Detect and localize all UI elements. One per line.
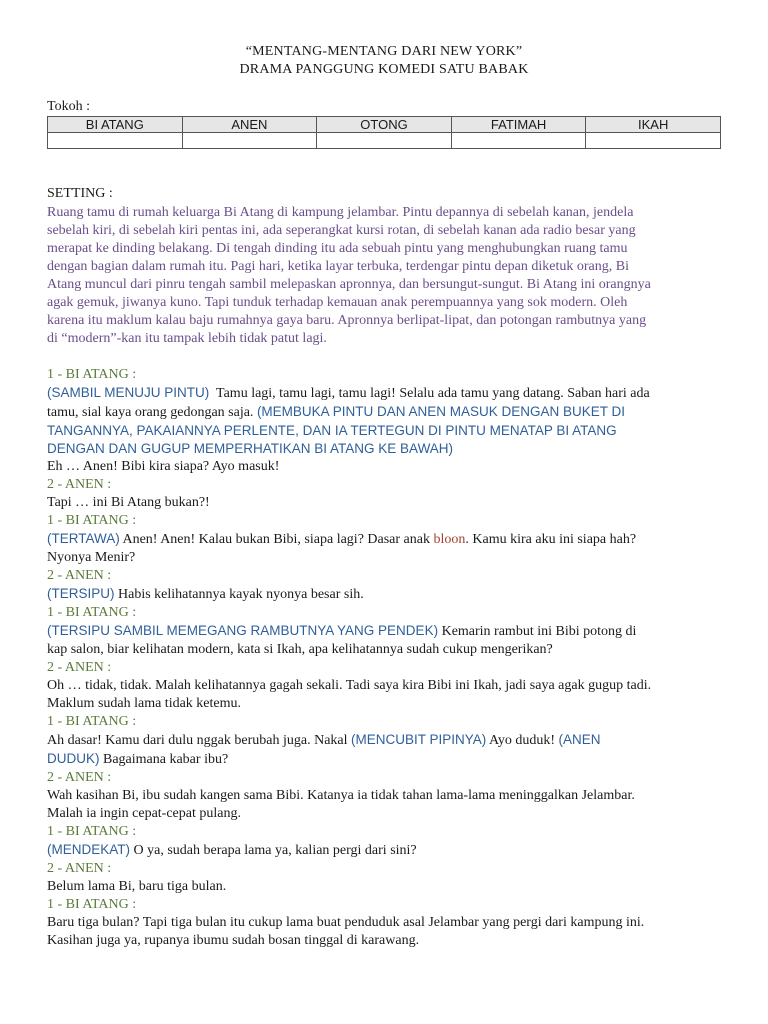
setting-line: di “modern”-kan itu tampak lebih tidak patut lagi. [47,331,327,346]
cast-table [47,116,721,149]
setting-description [47,204,717,348]
stage-direction: TANGANNYA, PAKAIANNYA PERLENTE, DAN IA TERTEGUN DI PINTU MENATAP BI ATANG [47,423,617,438]
dialog-line [47,384,719,403]
dialog-text: Belum lama Bi, baru tiga bulan. [47,879,227,894]
stage-direction: (SAMBIL MENUJU PINTU) [47,385,210,400]
highlighted-word: bloon [433,532,466,547]
stage-direction: (TERSIPU) [47,586,115,601]
cast-cell [317,133,452,149]
speaker-label: 1 - BI ATANG : [47,367,137,382]
setting-line: Ruang tamu di rumah keluarga Bi Atang di kampung jelambar. Pintu depannya di sebelah kanan, jendela [47,205,634,220]
cast-header-row [48,117,721,133]
dialog-text: Kasihan juga ya, rupanya ibumu sudah bosan tinggal di karawang. [47,933,420,948]
dialog-text: Nyonya Menir? [47,550,136,565]
dialog-line [47,530,719,549]
stage-direction: (TERTAWA) [47,531,120,546]
setting-line: karena itu maklum kalau baju rumahnya gaya baru. Apronnya berlipat-lipat, dan potongan rambutnya yang [47,313,647,328]
setting-line: dengan bagian dalam rumah itu. Pagi hari, ketika layar terbuka, terdengar pintu depan diketuk orang, Bi [47,259,629,274]
cast-label: Tokoh : [47,99,90,114]
dialog-text: . Kamu kira aku ini siapa hah? [465,532,637,547]
dialog-text: tamu, sial kaya orang gedongan saja. [47,405,257,420]
speaker-label: 1 - BI ATANG : [47,824,137,839]
dialog-text: Ah dasar! Kamu dari dulu nggak berubah juga. Nakal [47,733,352,748]
stage-direction: DUDUK) [47,751,100,766]
stage-direction: DENGAN DAN GUGUP MEMPERHATIKAN BI ATANG KE BAWAH) [47,441,454,456]
setting-label: SETTING : [47,186,113,201]
speaker-label: 1 - BI ATANG : [47,714,137,729]
dialog-text: Malah ia ingin cepat-cepat pulang. [47,806,241,821]
stage-direction: (MENDEKAT) [47,842,130,857]
setting-line: agak gemuk, jiwanya kuno. Tapi tunduk terhadap kemauan anak perempuannya yang sok modern. Oleh [47,295,628,310]
cast-cell [182,133,317,149]
dialog-line [47,841,719,860]
speaker-label: 2 - ANEN : [47,660,112,675]
dialog-text: Ayo duduk! [486,733,559,748]
dialog-text: Maklum sudah lama tidak ketemu. [47,696,242,711]
cast-empty-row [48,133,721,149]
stage-direction: (MENCUBIT PIPINYA) [351,732,487,747]
setting-line: merapat ke dinding belakang. Di tengah dinding itu ada sebuah pintu yang menghubungkan ruang tamu [47,241,628,256]
speaker-label: 2 - ANEN : [47,861,112,876]
dialog-text: Tapi … ini Bi Atang bukan?! [47,495,210,510]
dialog-text: Eh … Anen! Bibi kira siapa? Ayo masuk! [47,459,280,474]
cast-cell [451,133,586,149]
cast-cell [586,133,721,149]
speaker-label: 2 - ANEN : [47,477,112,492]
speaker-label: 1 - BI ATANG : [47,897,137,912]
cast-name: BI ATANG [48,117,183,133]
dialog-line [47,622,719,641]
dialog-line [47,731,719,750]
play-subtitle: DRAMA PANGGUNG KOMEDI SATU BABAK [239,62,529,77]
speaker-label: 2 - ANEN : [47,770,112,785]
dialog-line [47,750,719,769]
dialog-text: O ya, sudah berapa lama ya, kalian pergi dari sini? [130,843,417,858]
stage-direction: (TERSIPU SAMBIL MEMEGANG RAMBUTNYA YANG PENDEK) [47,623,439,638]
stage-direction: (ANEN [558,732,601,747]
play-title: “MENTANG-MENTANG DARI NEW YORK” [245,44,523,59]
dialog-text: Tamu lagi, tamu lagi, tamu lagi! Selalu ada tamu yang datang. Saban hari ada [209,386,650,401]
speaker-label: 2 - ANEN : [47,568,112,583]
cast-cell [48,133,183,149]
speaker-label: 1 - BI ATANG : [47,605,137,620]
dialog-text: Wah kasihan Bi, ibu sudah kangen sama Bibi. Katanya ia tidak tahan lama-lama meninggalkan Jelambar. [47,788,635,803]
stage-direction: (MEMBUKA PINTU DAN ANEN MASUK DENGAN BUKET DI [256,404,625,419]
setting-line: sebelah kiri, di sebelah kiri pentas ini, ada seperangkat kursi rotan, di sebelah kanan ada radio besar yang [47,223,636,238]
setting-line: Atang muncul dari pinru tengah sambil melepaskan apronnya, dan bersungut-sungut. Bi Atang ini orangnya [47,277,651,292]
speaker-label: 1 - BI ATANG : [47,513,137,528]
dialog-text: Oh … tidak, tidak. Malah kelihatannya gagah sekali. Tadi saya kira Bibi ini Ikah, jadi saya agak gugup tadi. [47,678,652,693]
dialog-text: Baru tiga bulan? Tapi tiga bulan itu cukup lama buat penduduk asal Jelambar yang pergi dari kampung ini. [47,915,645,930]
dialog-text: Kemarin rambut ini Bibi potong di [438,624,637,639]
dialog-section [47,366,719,950]
dialog-line [47,585,719,604]
cast-name: ANEN [182,117,317,133]
cast-name: FATIMAH [451,117,586,133]
dialog-line [47,403,719,422]
dialog-text: kap salon, biar kelihatan modern, kata si Ikah, apa kelihatannya sudah cukup mengerikan? [47,642,553,657]
cast-name: IKAH [586,117,721,133]
cast-name: OTONG [317,117,452,133]
dialog-text: Bagaimana kabar ibu? [99,752,229,767]
dialog-text: Anen! Anen! Kalau bukan Bibi, siapa lagi? Dasar anak [119,532,434,547]
dialog-text: Habis kelihatannya kayak nyonya besar sih. [114,587,364,602]
